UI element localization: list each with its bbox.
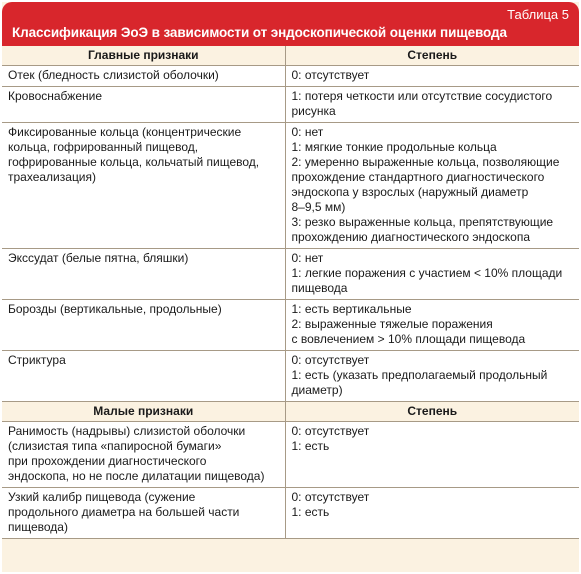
feature-cell-line: Отек (бледность слизистой оболочки)	[8, 68, 219, 82]
feature-cell-line: пищевода)	[8, 520, 68, 534]
feature-cell	[2, 123, 285, 249]
table-row	[2, 351, 579, 402]
grade-cell-line: 8–9,5 мм)	[291, 200, 346, 214]
grade-cell	[285, 123, 579, 249]
grade-cell-line: 0: нет	[291, 251, 324, 265]
table-title: Классификация ЭоЭ в зависимости от эндоскопической оценки пищевода	[12, 25, 507, 40]
table-row	[2, 66, 579, 87]
grade-cell-line: 1: есть вертикальные	[291, 302, 412, 316]
feature-cell-line: Экссудат (белые пятна, бляшки)	[8, 251, 189, 265]
table-row	[2, 488, 579, 539]
grade-cell-line: 1: есть (указать предполагаемый продольный	[291, 368, 548, 382]
classification-table	[2, 46, 579, 539]
grade-cell-line: с вовлечением > 10% площади пищевода	[291, 332, 526, 346]
minor-section-header	[2, 402, 579, 422]
table-frame	[2, 2, 579, 572]
grade-cell	[285, 87, 579, 123]
table-header	[2, 2, 579, 46]
table-row	[2, 87, 579, 123]
grade-cell-line: диаметр)	[291, 383, 343, 397]
feature-cell-line: при прохождении диагностического	[8, 454, 207, 468]
feature-cell	[2, 300, 285, 351]
feature-cell-line: Борозды (вертикальные, продольные)	[8, 302, 222, 316]
feature-cell-line: Фиксированные кольца (концентрические	[8, 125, 242, 139]
grade-cell-line: 1: легкие поражения с участием < 10% площади	[291, 266, 563, 280]
grade-cell-line: 0: нет	[291, 125, 324, 139]
table-row	[2, 422, 579, 488]
feature-cell	[2, 66, 285, 87]
grade-cell-line: рисунка	[291, 104, 336, 118]
feature-column-header: Главные признаки	[2, 46, 285, 66]
grade-cell	[285, 488, 579, 539]
table-number: Таблица 5	[507, 7, 569, 22]
table-row	[2, 249, 579, 300]
feature-cell-line: эндоскопа, но не после дилатации пищевода)	[8, 469, 265, 483]
grade-cell-line: эндоскопа у взрослых (наружный диаметр	[291, 185, 529, 199]
grade-cell	[285, 300, 579, 351]
grade-cell-line: 2: умеренно выраженные кольца, позволяющие	[291, 155, 560, 169]
table-row	[2, 300, 579, 351]
grade-cell	[285, 351, 579, 402]
feature-cell-line: гофрированные кольца, кольчатый пищевод,	[8, 155, 260, 169]
feature-cell-line: Кровоснабжение	[8, 89, 102, 103]
grade-cell-line: пищевода	[291, 281, 348, 295]
table-row	[2, 123, 579, 249]
grade-cell	[285, 249, 579, 300]
feature-cell	[2, 249, 285, 300]
grade-cell-line: прохождению диагностического эндоскопа	[291, 230, 530, 244]
feature-cell-line: трахеализация)	[8, 170, 97, 184]
grade-cell-line: 1: есть	[291, 505, 330, 519]
grade-cell-line: 0: отсутствует	[291, 68, 370, 82]
feature-cell	[2, 488, 285, 539]
feature-cell-line: продольного диаметра на большей части	[8, 505, 240, 519]
grade-cell-line: 0: отсутствует	[291, 424, 370, 438]
grade-cell	[285, 422, 579, 488]
grade-cell-line: 1: мягкие тонкие продольные кольца	[291, 140, 497, 154]
grade-cell-line: 2: выраженные тяжелые поражения	[291, 317, 493, 331]
grade-column-header: Степень	[285, 402, 579, 422]
grade-cell-line: 3: резко выраженные кольца, препятствующие	[291, 215, 554, 229]
grade-cell-line: 0: отсутствует	[291, 353, 370, 367]
major-section-header	[2, 46, 579, 66]
feature-cell-line: Узкий калибр пищевода (сужение	[8, 490, 196, 504]
feature-cell	[2, 351, 285, 402]
feature-cell-line: (слизистая типа «папиросной бумаги»	[8, 439, 222, 453]
feature-cell	[2, 87, 285, 123]
grade-cell	[285, 66, 579, 87]
grade-cell-line: 0: отсутствует	[291, 490, 370, 504]
grade-cell-line: 1: потеря четкости или отсутствие сосудистого	[291, 89, 553, 103]
grade-cell-line: прохождение стандартного диагностического	[291, 170, 545, 184]
feature-cell-line: Стриктура	[8, 353, 66, 367]
feature-cell-line: Ранимость (надрывы) слизистой оболочки	[8, 424, 246, 438]
feature-column-header: Малые признаки	[2, 402, 285, 422]
grade-column-header: Степень	[285, 46, 579, 66]
feature-cell	[2, 422, 285, 488]
grade-cell-line: 1: есть	[291, 439, 330, 453]
feature-cell-line: кольца, гофрированный пищевод,	[8, 140, 199, 154]
